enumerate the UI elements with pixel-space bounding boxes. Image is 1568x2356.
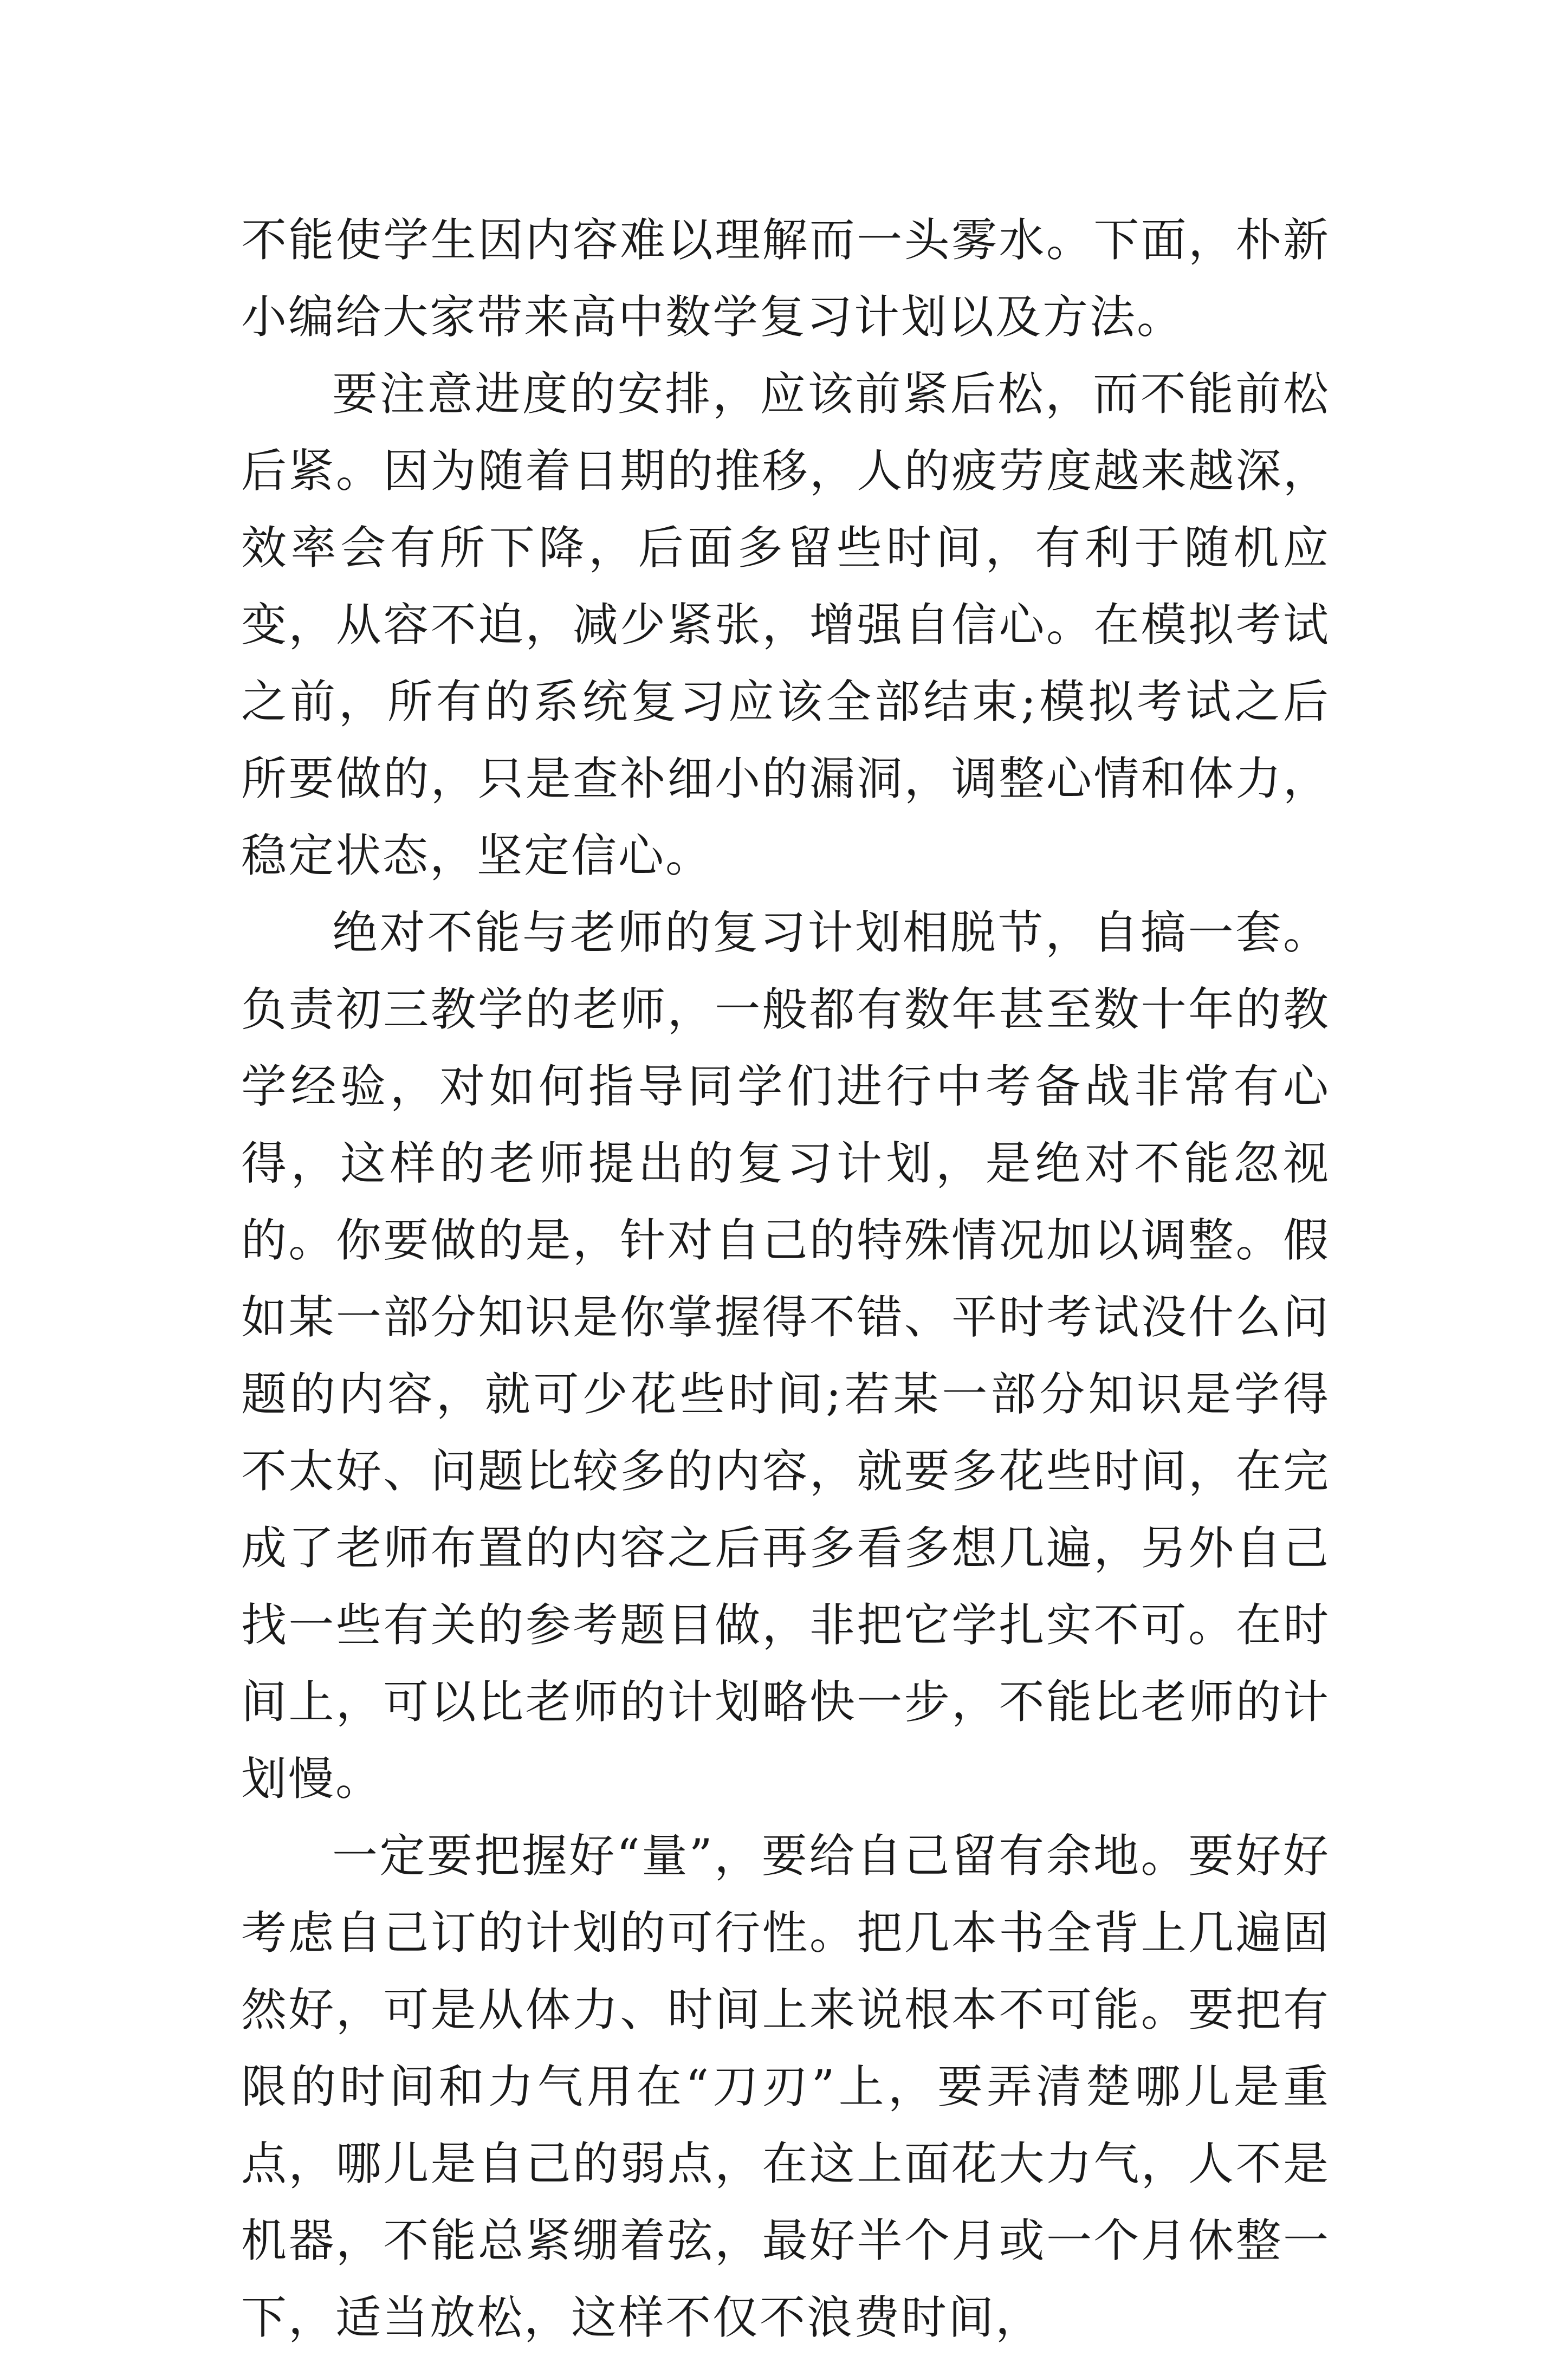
paragraph-schedule: 要注意进度的安排，应该前紧后松，而不能前松后紧。因为随着日期的推移，人的疲劳度越来越深，效率会有所下降，后面多留些时间，有利于随机应变，从容不迫，减少紧张，增强自信心。在模拟考试之前，所有的系统复习应该全部结束;模拟考试之后所要做的，只是查补细小的漏洞，调整心情和体力，稳定状态，坚定信心。 (241, 367, 1330, 882)
paragraph-continuation: 不能使学生因内容难以理解而一头雾水。下面，朴新小编给大家带来高中数学复习计划以及方法。 (241, 213, 1330, 344)
paragraph-teacher-plan: 绝对不能与老师的复习计划相脱节，自搞一套。负责初三教学的老师，一般都有数年甚至数十年的教学经验，对如何指导同学们进行中考备战非常有心得，这样的老师提出的复习计划，是绝对不能忽视的。你要做的是，针对自己的特殊情况加以调整。假如某一部分知识是你掌握得不错、平时考试没什么问题的内容，就可少花些时间;若某一部分知识是学得不太好、问题比较多的内容，就要多花些时间，在完成了老师布置的内容之后再多看多想几遍，另外自己找一些有关的参考题目做，非把它学扎实不可。在时间上，可以比老师的计划略快一步，不能比老师的计划慢。 (241, 906, 1330, 1805)
document-body (241, 202, 1330, 2356)
paragraph-workload: 一定要把握好“量”，要给自己留有余地。要好好考虑自己订的计划的可行性。把几本书全背上几遍固然好，可是从体力、时间上来说根本不可能。要把有限的时间和力气用在“刀刃”上，要弄清楚哪儿是重点，哪儿是自己的弱点，在这上面花大力气，人不是机器，不能总紧绷着弦，最好半个月或一个月休整一下，适当放松，这样不仅不浪费时间， (241, 1829, 1330, 2344)
